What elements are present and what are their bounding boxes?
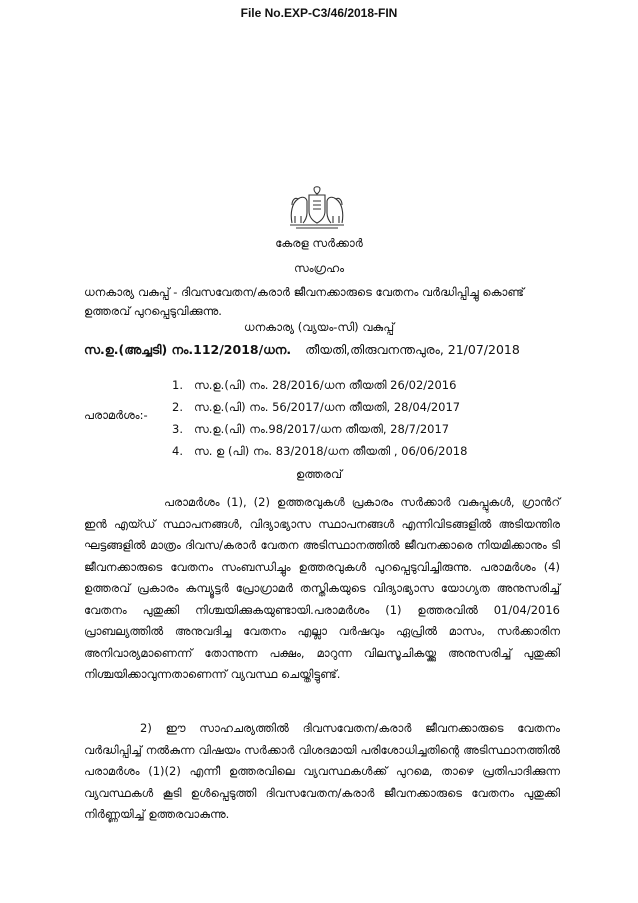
paragraph-2: 2) ഈ സാഹചര്യത്തിൽ ദിവസവേതന/കരാർ ജീവനക്കാരുടെ വേതനം വർദ്ധിപ്പിച്ച് നൽകുന്ന വിഷയം സർക്കാർ വിശദമായി പരിശോധിച്ചതിന്റെ അടിസ്ഥാനത്തിൽ പരാമർശം (1)(2) എന്നീ ഉത്തരവിലെ വ്യവസ്ഥകൾക്ക് പുറമെ, താഴെ പ്രതിപാദിക്കുന്ന വ്യവസ്ഥകൾ കൂടി ഉൾപ്പെടുത്തി ദിവസവേതന/കരാർ ജീവനക്കാരുടെ വേതനം പുതുക്കി നിർണ്ണയിച്ച് ഉത്തരവാകുന്നു.	[84, 721, 560, 821]
kerala-emblem-icon	[286, 183, 348, 231]
reference-item: 4. സ. ഉ (പി) നം. 83/2018/ധന തീയതി , 06/06/2018	[172, 444, 468, 458]
government-name: കേരള സർക്കാർ	[275, 236, 363, 250]
order-number: സ.ഉ.(അച്ചടി) നം.112/2018/ധന.	[84, 342, 292, 357]
department-name: ധനകാര്യ (വ്യയം-സി) വകുപ്പ്	[243, 320, 395, 334]
file-number: File No.EXP-C3/46/2018-FIN	[240, 6, 398, 20]
reference-item: 2. സ.ഉ.(പി) നം. 56/2017/ധന തീയതി, 28/04/2017	[172, 400, 461, 414]
references-list	[172, 374, 467, 462]
order-subject: ധനകാര്യ വകുപ്പ് - ദിവസവേതന/കരാർ ജീവനക്കാരുടെ വേതനം വർദ്ധിപ്പിച്ചു കൊണ്ട് ഉത്തരവ് പുറപ്പെടുവിക്കുന്നു.	[84, 285, 524, 318]
references-label: പരാമർശം:-	[84, 408, 148, 422]
summary-label: സംഗ്രഹം	[293, 261, 345, 275]
order-date: തീയതി,തിരുവനന്തപുരം, 21/07/2018	[305, 342, 520, 357]
paragraph-1: പരാമർശം (1), (2) ഉത്തരവുകൾ പ്രകാരം സർക്കാർ വകുപ്പുകൾ, ഗ്രാൻറ് ഇൻ എയ്ഡ് സ്ഥാപനങ്ങൾ, വിദ്യാഭ്യാസ സ്ഥാപനങ്ങൾ എന്നിവിടങ്ങളിൽ അടിയന്തിര ഘട്ടങ്ങളിൽ മാത്രം ദിവസ/കരാർ വേതന അടിസ്ഥാനത്തിൽ ജീവനക്കാരെ നിയമിക്കാനും ടി ജീവനക്കാരുടെ വേതനം സംബന്ധിച്ചും ഉത്തരവുകൾ പുറപ്പെടുവിച്ചിരുന്നു. പരാമർശം (4) ഉത്തരവ് പ്രകാരം കമ്പ്യൂട്ടർ പ്രോഗ്രാമർ തസ്തികയുടെ വിദ്യാഭ്യാസ യോഗ്യത അനുസരിച്ച് വേതനം പുതുക്കി നിശ്ചയിക്കുകയുണ്ടായി.പരാമർശം (1) ഉത്തരവിൽ 01/04/2016 പ്രാബല്യത്തിൽ അനുവദിച്ച വേതനം എല്ലാ വർഷവും ഏപ്രിൽ മാസം, സർക്കാരിന അനിവാര്യമാണെന്ന് തോന്നുന്ന പക്ഷം, മാറുന്ന വിലസൂചികയ്ക്കു അനുസരിച്ച് പുതുക്കി നിശ്ചയിക്കാവുന്നതാണെന്ന് വ്യവസ്ഥ ചെയ്തിട്ടുണ്ട്.	[84, 495, 560, 681]
order-heading: ഉത്തരവ്	[295, 467, 343, 481]
reference-item: 3. സ.ഉ.(പി) നം.98/2017/ധന തീയതി, 28/7/2017	[172, 422, 450, 436]
reference-item: 1. സ.ഉ.(പി) നം. 28/2016/ധന തീയതി 26/02/2016	[172, 378, 457, 392]
order-number-line	[84, 342, 564, 358]
